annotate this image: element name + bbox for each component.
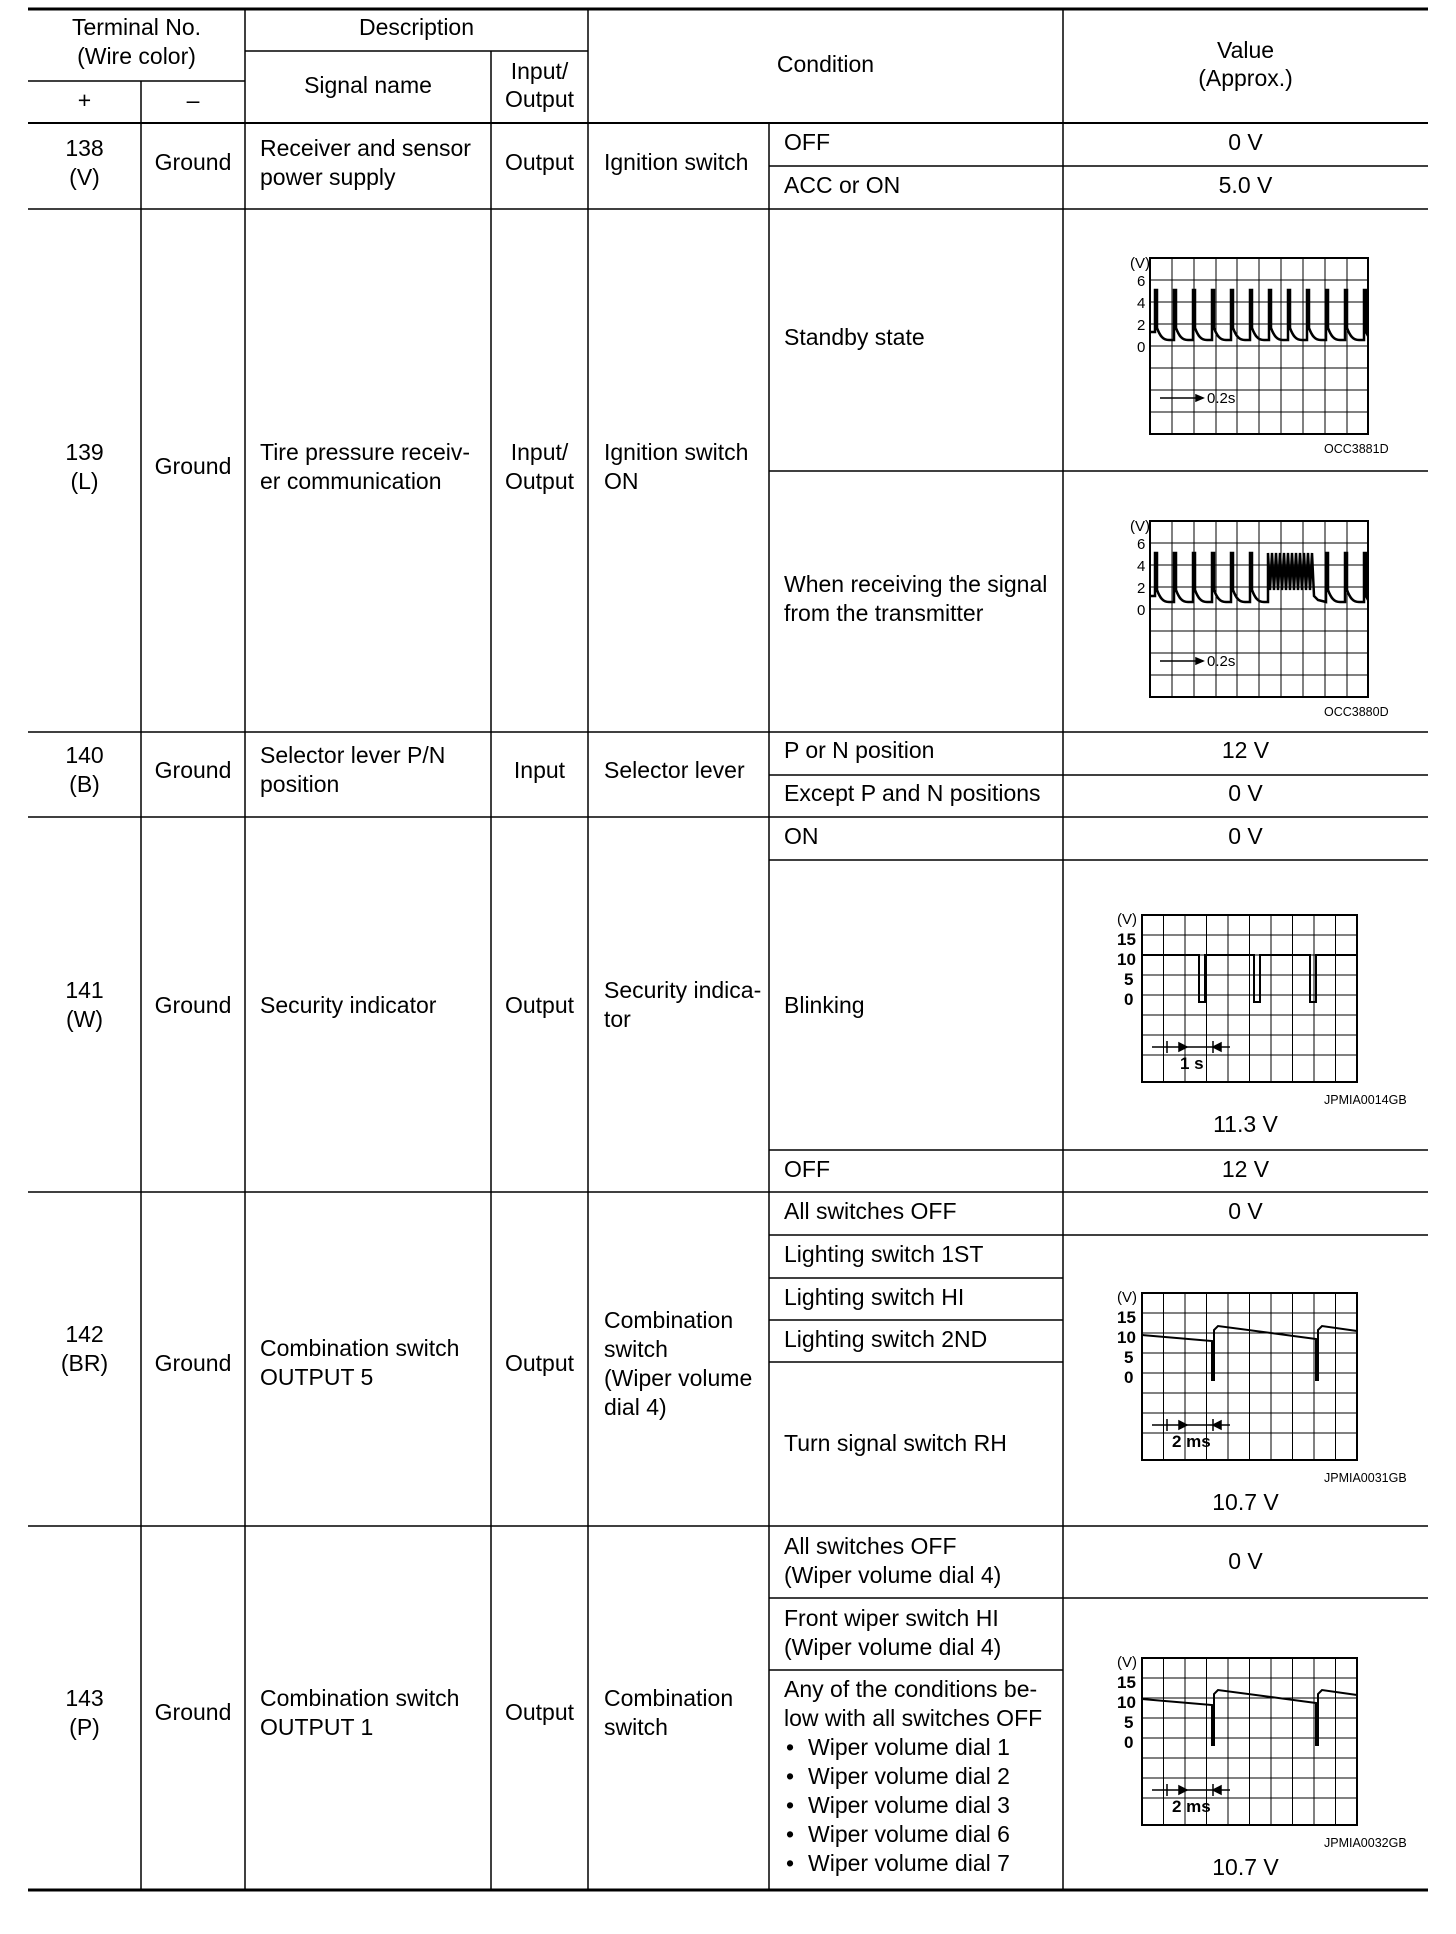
wire-color-143: (P) — [69, 1714, 100, 1740]
subcondition-142-2nd: Lighting switch 2ND — [784, 1326, 988, 1352]
header-terminal-no: Terminal No. — [71, 14, 202, 40]
ground-140: Ground — [154, 757, 232, 783]
subcondition-143-front-hi: Front wiper switch HI — [784, 1605, 999, 1631]
value-141-off: 12 V — [1221, 1156, 1270, 1182]
waveform-output1 — [1117, 1654, 1357, 1825]
wave3-time-div: 1 s — [1180, 1054, 1204, 1073]
subcondition-142-hi: Lighting switch HI — [784, 1284, 965, 1310]
subcondition-143-all-off-2: (Wiper volume dial 4) — [784, 1562, 1002, 1588]
value-140-except: 0 V — [1228, 780, 1263, 806]
subcondition-141-on: ON — [784, 823, 819, 849]
io-139: Input/ — [510, 439, 569, 465]
wave4-tick: 15 — [1117, 1308, 1136, 1327]
ground-142: Ground — [154, 1350, 232, 1376]
header-wire-color: (Wire color) — [77, 43, 196, 69]
subcondition-142-turn-rh: Turn signal switch RH — [784, 1430, 1007, 1456]
subcondition-140-pn: P or N position — [784, 737, 935, 763]
ground-138: Ground — [154, 149, 232, 175]
condition-142: Combination — [604, 1307, 734, 1333]
list-item-text: Wiper volume dial 1 — [808, 1734, 1010, 1760]
wire-color-141: (W) — [65, 1006, 104, 1032]
figure-code-141: JPMIA0014GB — [1324, 1093, 1407, 1107]
subcondition-141-blinking: Blinking — [784, 992, 865, 1018]
signal-name-142-2: OUTPUT 5 — [260, 1364, 374, 1390]
figure-code-143: JPMIA0032GB — [1324, 1836, 1407, 1850]
list-item: • — [786, 1734, 795, 1760]
header-minus: – — [186, 87, 200, 113]
value-138-off: 0 V — [1228, 129, 1263, 155]
wave2-tick: 0 — [1137, 602, 1146, 619]
wave2-tick: 2 — [1137, 580, 1146, 597]
wave2-tick: 6 — [1137, 536, 1146, 553]
signal-name-141: Security indicator — [260, 992, 437, 1018]
condition-143-2: switch — [604, 1714, 668, 1740]
subcondition-139-standby: Standby state — [784, 324, 925, 350]
value-140-pn: 12 V — [1221, 737, 1270, 763]
wave1-unit: (V) — [1130, 255, 1150, 272]
wave1-tick: 2 — [1137, 317, 1146, 334]
figure-code-139-standby: OCC3881D — [1324, 442, 1389, 456]
value-143: 10.7 V — [1212, 1854, 1279, 1880]
signal-name-143: Combination switch — [260, 1685, 460, 1711]
io-139-2: Output — [504, 468, 575, 494]
condition-140: Selector lever — [604, 757, 745, 783]
wave4-unit: (V) — [1117, 1289, 1137, 1306]
wire-color-138: (V) — [69, 164, 100, 190]
subcondition-143-any-2: low with all switches OFF — [784, 1705, 1043, 1731]
signal-name-143-2: OUTPUT 1 — [260, 1714, 374, 1740]
wave5-tick: 5 — [1124, 1713, 1134, 1732]
ground-141: Ground — [154, 992, 232, 1018]
subcondition-143-any: Any of the conditions be- — [784, 1676, 1038, 1702]
wire-color-140: (B) — [69, 771, 100, 797]
signal-name-142: Combination switch — [260, 1335, 460, 1361]
condition-139: Ignition switch — [604, 439, 749, 465]
header-condition: Condition — [776, 51, 875, 77]
wave5-unit: (V) — [1117, 1654, 1137, 1671]
wave1-time-div: 0.2s — [1207, 390, 1236, 407]
header-plus: + — [77, 87, 92, 113]
wave2-tick: 4 — [1137, 558, 1146, 575]
signal-name-139-2: er communication — [260, 468, 442, 494]
io-143: Output — [504, 1699, 575, 1725]
header-signal-name: Signal name — [304, 72, 432, 98]
subcondition-141-off: OFF — [784, 1156, 830, 1182]
list-item: • — [786, 1792, 795, 1818]
wave3-tick: 10 — [1117, 950, 1136, 969]
signal-name-139: Tire pressure receiv- — [260, 439, 471, 465]
wave3-tick: 15 — [1117, 930, 1136, 949]
wave5-tick: 0 — [1124, 1733, 1134, 1752]
list-item: • — [786, 1821, 795, 1847]
value-138-on: 5.0 V — [1218, 172, 1273, 198]
condition-142-3: (Wiper volume — [604, 1365, 753, 1391]
condition-143: Combination — [604, 1685, 734, 1711]
io-141: Output — [504, 992, 575, 1018]
wave2-unit: (V) — [1130, 518, 1150, 535]
header-description: Description — [358, 14, 475, 40]
terminal-142: 142 — [65, 1321, 104, 1347]
subcondition-138-off: OFF — [784, 129, 830, 155]
wave3-tick: 5 — [1124, 970, 1134, 989]
signal-name-138-2: power supply — [260, 164, 396, 190]
list-item-text: Wiper volume dial 7 — [808, 1850, 1010, 1876]
value-141-on: 0 V — [1228, 823, 1263, 849]
terminal-139: 139 — [65, 439, 104, 465]
subcondition-139-receiving: When receiving the signal — [784, 571, 1048, 597]
wave5-time-div: 2 ms — [1172, 1797, 1211, 1816]
terminal-140: 140 — [65, 742, 104, 768]
wave4-tick: 0 — [1124, 1368, 1134, 1387]
io-140: Input — [513, 757, 566, 783]
subcondition-138-on: ACC or ON — [784, 172, 901, 198]
signal-name-140-2: position — [260, 771, 340, 797]
signal-name-140: Selector lever P/N — [260, 742, 446, 768]
waveform-receiving — [1130, 518, 1368, 697]
wave3-tick: 0 — [1124, 990, 1134, 1009]
value-141-blinking: 11.3 V — [1213, 1111, 1278, 1137]
figure-code-142: JPMIA0031GB — [1324, 1471, 1407, 1485]
subcondition-143-all-off: All switches OFF — [784, 1533, 957, 1559]
condition-142-2: switch — [604, 1336, 668, 1362]
terminal-138: 138 — [65, 135, 104, 161]
list-item-text: Wiper volume dial 3 — [808, 1792, 1010, 1818]
wave1-tick: 0 — [1137, 339, 1146, 356]
list-item-text: Wiper volume dial 6 — [808, 1821, 1010, 1847]
wave4-tick: 5 — [1124, 1348, 1134, 1367]
wave2-time-div: 0.2s — [1207, 653, 1236, 670]
condition-142-4: dial 4) — [604, 1394, 667, 1420]
io-138: Output — [504, 149, 575, 175]
condition-141: Security indica- — [604, 977, 762, 1003]
wire-color-139: (L) — [70, 468, 99, 494]
header-input-output-2: Output — [504, 86, 575, 112]
signal-name-138: Receiver and sensor — [260, 135, 471, 161]
wave5-tick: 10 — [1117, 1693, 1136, 1712]
wave3-unit: (V) — [1117, 911, 1137, 928]
wave5-tick: 15 — [1117, 1673, 1136, 1692]
subcondition-139-receiving-2: from the transmitter — [784, 600, 984, 626]
condition-141-2: tor — [604, 1006, 631, 1032]
figure-code-139-receiving: OCC3880D — [1324, 705, 1389, 719]
subcondition-140-except: Except P and N positions — [784, 780, 1041, 806]
list-item: • — [786, 1763, 795, 1789]
waveform-output5 — [1117, 1289, 1357, 1460]
io-142: Output — [504, 1350, 575, 1376]
ground-139: Ground — [154, 453, 232, 479]
value-142-all-off: 0 V — [1228, 1198, 1263, 1224]
wave4-tick: 10 — [1117, 1328, 1136, 1347]
waveform-standby — [1130, 255, 1368, 434]
header-input-output: Input/ — [510, 58, 569, 84]
wave4-time-div: 2 ms — [1172, 1432, 1211, 1451]
value-142: 10.7 V — [1212, 1489, 1279, 1515]
wave1-tick: 6 — [1137, 273, 1146, 290]
waveform-blinking — [1117, 911, 1357, 1082]
header-approx: (Approx.) — [1198, 65, 1293, 91]
ground-143: Ground — [154, 1699, 232, 1725]
terminal-141: 141 — [65, 977, 104, 1003]
list-item: • — [786, 1850, 795, 1876]
condition-138: Ignition switch — [604, 149, 749, 175]
subcondition-143-front-hi-2: (Wiper volume dial 4) — [784, 1634, 1002, 1660]
wave1-tick: 4 — [1137, 295, 1146, 312]
wire-color-142: (BR) — [60, 1350, 109, 1376]
header-value: Value — [1216, 37, 1275, 63]
value-143-all-off: 0 V — [1228, 1548, 1263, 1574]
subcondition-142-all-off: All switches OFF — [784, 1198, 957, 1224]
condition-139-2: ON — [604, 468, 639, 494]
subcondition-142-1st: Lighting switch 1ST — [784, 1241, 984, 1267]
terminal-143: 143 — [65, 1685, 104, 1711]
list-item-text: Wiper volume dial 2 — [808, 1763, 1010, 1789]
